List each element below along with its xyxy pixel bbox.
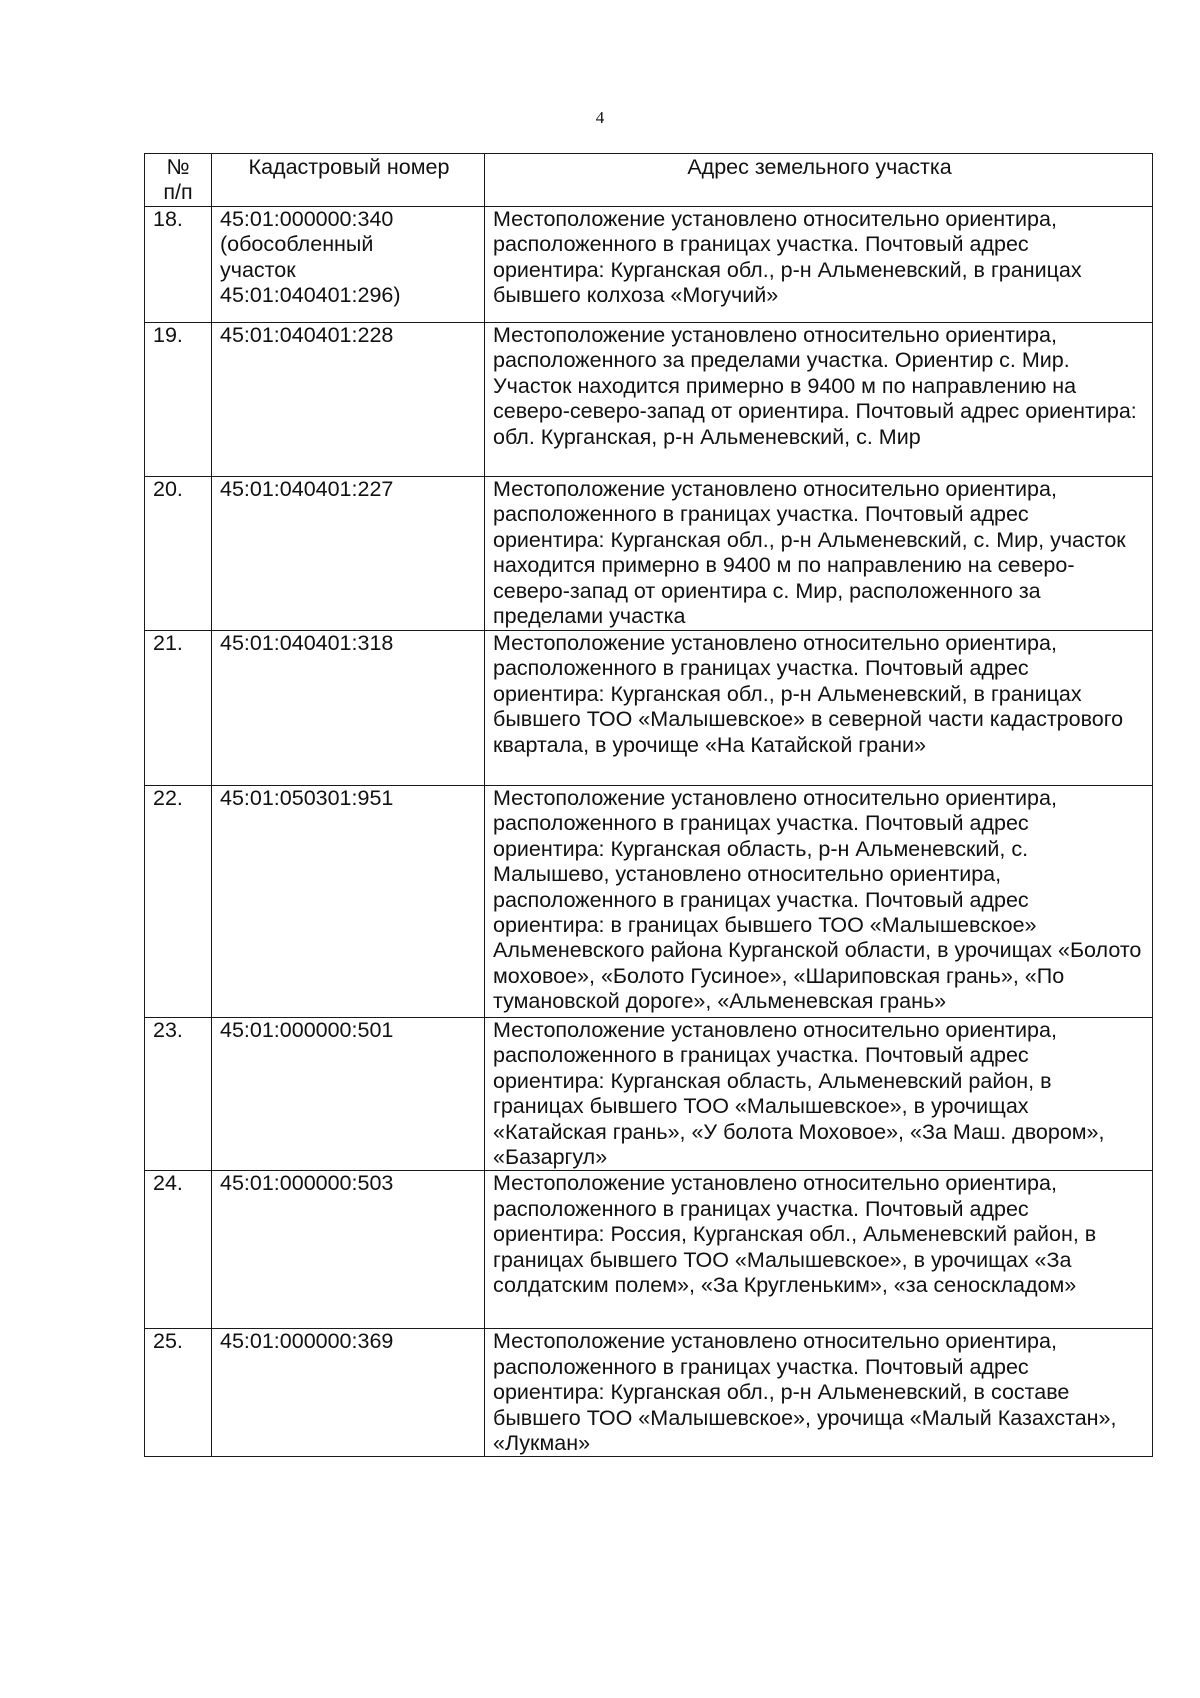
cadastral-number: 45:01:040401:227 xyxy=(212,477,485,631)
cadastral-number: 45:01:050301:951 xyxy=(212,786,485,1018)
plot-address: Местоположение установлено относительно ориентира, расположенного в границах участка. Почтовый адрес ориентира: Курганская обл., р-н Альменевский, в составе бывшего ТОО «Малышевское», урочища «Малый Казахстан», «Лукман» xyxy=(485,1329,1153,1457)
table-row xyxy=(145,477,1153,631)
table-row xyxy=(145,631,1153,786)
table-row xyxy=(145,1329,1153,1457)
cadastral-number: 45:01:000000:369 xyxy=(212,1329,485,1457)
page-number: 4 xyxy=(595,108,605,127)
plot-address: Местоположение установлено относительно ориентира, расположенного за пределами участка. Ориентир с. Мир. Участок находится примерно в 9400 м по направлению на северо-северо-запад от ориентира. Почтовый адрес ориентира: обл. Курганская, р-н Альменевский, с. Мир xyxy=(485,323,1153,477)
row-number: 19. xyxy=(145,323,212,477)
row-number: 23. xyxy=(145,1018,212,1171)
row-number: 20. xyxy=(145,477,212,631)
table-row xyxy=(145,1171,1153,1329)
plot-address: Местоположение установлено относительно ориентира, расположенного в границах участка. Почтовый адрес ориентира: Курганская область, Альменевский район, в границах бывшего ТОО «Малышевское», в урочищах «Катайская грань», «У болота Моховое», «За Маш. двором», «Базаргул» xyxy=(485,1018,1153,1171)
table-row xyxy=(145,786,1153,1018)
plot-address: Местоположение установлено относительно ориентира, расположенного в границах участка. Почтовый адрес ориентира: Курганская обл., р-н Альменевский, в границах бывшего колхоза «Могучий» xyxy=(485,207,1153,323)
row-number: 21. xyxy=(145,631,212,786)
table-row xyxy=(145,323,1153,477)
row-number: 18. xyxy=(145,207,212,323)
header-cadastral-number: Кадастровый номер xyxy=(212,154,485,207)
table-row xyxy=(145,207,1153,323)
row-number: 22. xyxy=(145,786,212,1018)
cadastral-number: 45:01:040401:228 xyxy=(212,323,485,477)
land-plots-table xyxy=(144,153,1153,1457)
plot-address: Местоположение установлено относительно ориентира, расположенного в границах участка. Почтовый адрес ориентира: Россия, Курганская обл., Альменевский район, в границах бывшего ТОО «Малышевское», в урочищах «За солдатским полем», «За Кругленьким», «за сеноскладом» xyxy=(485,1171,1153,1329)
table-header-row xyxy=(145,154,1153,207)
cadastral-number: 45:01:000000:503 xyxy=(212,1171,485,1329)
cadastral-number: 45:01:040401:318 xyxy=(212,631,485,786)
row-number: 24. xyxy=(145,1171,212,1329)
plot-address: Местоположение установлено относительно ориентира, расположенного в границах участка. Почтовый адрес ориентира: Курганская область, р-н Альменевский, с. Малышево, установлено относительно ориентира, расположенного в границах участка. Почтовый адрес ориентира: в границах бывшего ТОО «Малышевское» Альменевского района Курганской области, в урочищах «Болото моховое», «Болото Гусиное», «Шариповская грань», «По тумановской дороге», «Альменевская грань» xyxy=(485,786,1153,1018)
plot-address: Местоположение установлено относительно ориентира, расположенного в границах участка. Почтовый адрес ориентира: Курганская обл., р-н Альменевский, в границах бывшего ТОО «Малышевское» в северной части кадастрового квартала, в урочище «На Катайской грани» xyxy=(485,631,1153,786)
cadastral-number: 45:01:000000:340 (обособленный участок 45:01:040401:296) xyxy=(212,207,485,323)
row-number: 25. xyxy=(145,1329,212,1457)
header-address: Адрес земельного участка xyxy=(485,154,1153,207)
header-number: № п/п xyxy=(145,154,212,207)
cadastral-number: 45:01:000000:501 xyxy=(212,1018,485,1171)
plot-address: Местоположение установлено относительно ориентира, расположенного в границах участка. Почтовый адрес ориентира: Курганская обл., р-н Альменевский, с. Мир, участок находится примерно в 9400 м по направлению на северо-северо-запад от ориентира с. Мир, расположенного за пределами участка xyxy=(485,477,1153,631)
table-row xyxy=(145,1018,1153,1171)
